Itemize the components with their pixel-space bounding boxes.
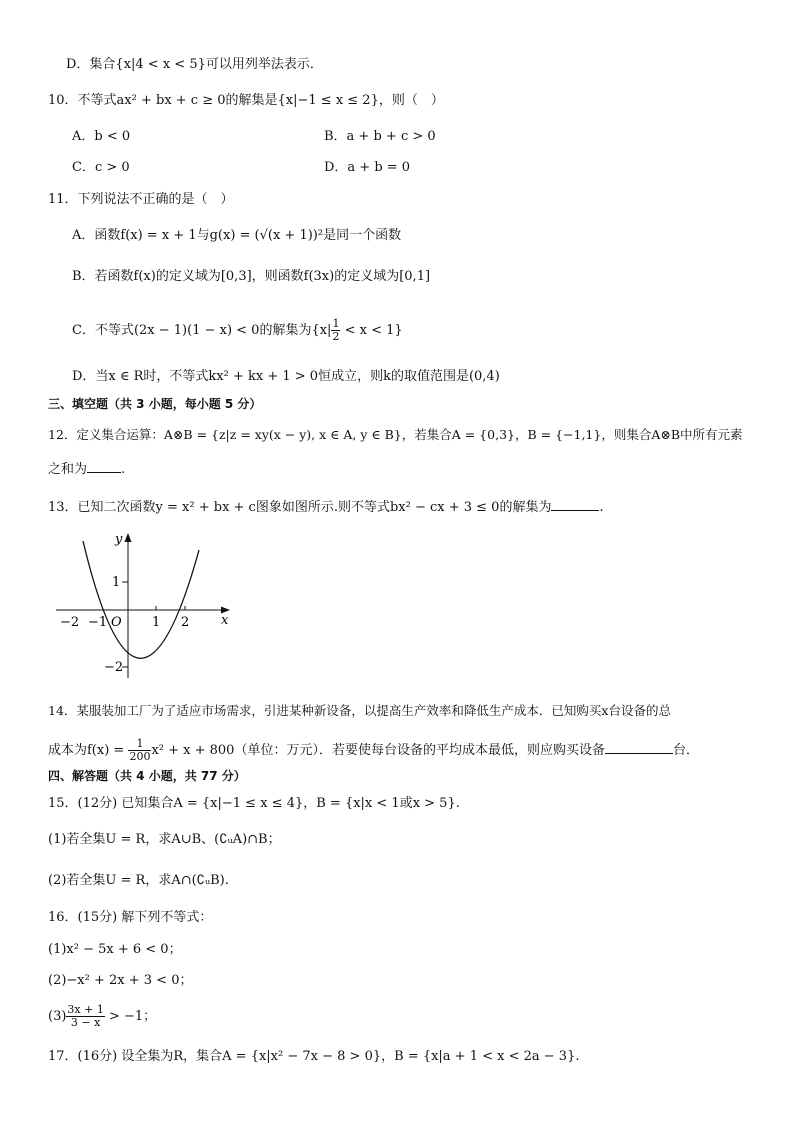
q12-period: . xyxy=(121,462,126,477)
x-tick-label-neg2: −2 xyxy=(60,615,80,630)
section-4-heading: 四、解答题（共 4 小题，共 77 分） xyxy=(48,769,246,783)
section-3-heading: 三、填空题（共 3 小题，每小题 5 分） xyxy=(48,397,262,411)
q16-3-text-post: > −1； xyxy=(108,1009,157,1024)
q16-stem: 16．(15分) 解下列不等式： xyxy=(48,910,213,925)
parabola-graph xyxy=(50,528,240,688)
q9-option-d: D．集合{x|4 < x < 5}可以用列举法表示． xyxy=(66,57,323,72)
q14-text-pre: 成本为f(x) = xyxy=(48,743,125,758)
q16-3-fraction-num: 3x + 1 xyxy=(67,1003,104,1016)
q11c-fraction-den: 2 xyxy=(332,330,340,343)
q16-part-3 xyxy=(48,1004,156,1029)
q14-line-1: 14．某服装加工厂为了适应市场需求，引进某种新设备，以提高生产效率和降低生产成本．已知购买x台设备的总 xyxy=(48,703,671,718)
q11c-text-pre: C．不等式(2x − 1)(1 − x) < 0的解集为{x| xyxy=(72,323,332,338)
q11-option-a: A．函数f(x) = x + 1与g(x) = (√(x + 1))²是同一个函数 xyxy=(72,228,402,243)
q17-stem: 17．(16分) 设全集为R，集合A = {x|x² − 7x − 8 > 0}，B = {x|a + 1 < x < 2a − 3}. xyxy=(48,1049,580,1064)
q14-fraction xyxy=(128,738,151,763)
q11c-text-post: < x < 1} xyxy=(344,323,403,338)
q10-stem: 10．不等式ax² + bx + c ≥ 0的解集是{x|−1 ≤ x ≤ 2}，则（ ） xyxy=(48,93,444,108)
y-axis-label: y xyxy=(115,532,123,547)
q12-answer-blank xyxy=(87,472,121,473)
q12-line-1: 12．定义集合运算：A⊗B = {z|z = xy(x − y), x ∈ A, y ∈ B}，若集合A = {0,3}，B = {−1,1}，则集合A⊗B中所有元素 xyxy=(48,427,743,442)
q16-3-fraction-den: 3 − x xyxy=(70,1016,101,1029)
parabola-curve xyxy=(83,541,199,658)
q11c-fraction xyxy=(331,318,340,343)
q16-3-fraction xyxy=(66,1004,104,1029)
q15-part-2: (2)若全集U = R，求A∩(∁ᵤB). xyxy=(48,873,229,888)
y-tick-label-neg2: −2 xyxy=(104,660,124,675)
q14-answer-blank xyxy=(605,753,673,754)
x-tick-label-1: 1 xyxy=(152,615,161,630)
q11-option-b: B．若函数f(x)的定义域为[0,3]，则函数f(3x)的定义域为[0,1] xyxy=(72,269,431,284)
q13-period: . xyxy=(599,500,604,515)
q13-answer-blank xyxy=(551,510,599,511)
q14-fraction-den: 200 xyxy=(129,750,151,763)
y-tick-label-1: 1 xyxy=(112,575,121,590)
y-axis-arrow xyxy=(125,533,132,542)
q12-line-2 xyxy=(48,461,125,479)
q10-option-a: A．b < 0 xyxy=(72,129,131,144)
origin-label: O xyxy=(111,615,122,630)
x-axis-label: x xyxy=(221,613,229,628)
q15-part-1: (1)若全集U = R，求A∪B、(∁ᵤA)∩B； xyxy=(48,832,281,847)
x-tick-label-neg1: −1 xyxy=(88,615,108,630)
q16-part-2: (2)−x² + 2x + 3 < 0； xyxy=(48,973,193,988)
q10-option-c: C．c > 0 xyxy=(72,160,130,175)
q14-line-2 xyxy=(48,738,699,763)
q14-fraction-num: 1 xyxy=(128,738,151,751)
q11-stem: 11．下列说法不正确的是（ ） xyxy=(48,192,234,207)
q15-stem: 15．(12分) 已知集合A = {x|−1 ≤ x ≤ 4}，B = {x|x < 1或x > 5}. xyxy=(48,796,460,811)
q14-text-end: 台． xyxy=(672,743,699,758)
q11c-fraction-num: 1 xyxy=(332,317,340,330)
q10-option-d: D．a + b = 0 xyxy=(324,160,411,175)
q11-option-c xyxy=(72,318,403,343)
q14-text-post: x² + x + 800（单位：万元）．若要使每台设备的平均成本最低，则应购买设备 xyxy=(151,743,605,758)
q13-line xyxy=(48,499,604,517)
q13-text: 13．已知二次函数y = x² + bx + c图象如图所示.则不等式bx² − cx + 3 ≤ 0的解集为 xyxy=(48,500,552,515)
x-tick-label-2: 2 xyxy=(181,615,190,630)
q16-part-1: (1)x² − 5x + 6 < 0； xyxy=(48,942,182,957)
q12-text: 之和为 xyxy=(48,462,88,477)
q11-option-d: D．当x ∈ R时，不等式kx² + kx + 1 > 0恒成立，则k的取值范围是(0,4) xyxy=(72,369,500,384)
q10-option-b: B．a + b + c > 0 xyxy=(324,129,436,144)
q16-3-text-pre: (3) xyxy=(48,1009,67,1024)
